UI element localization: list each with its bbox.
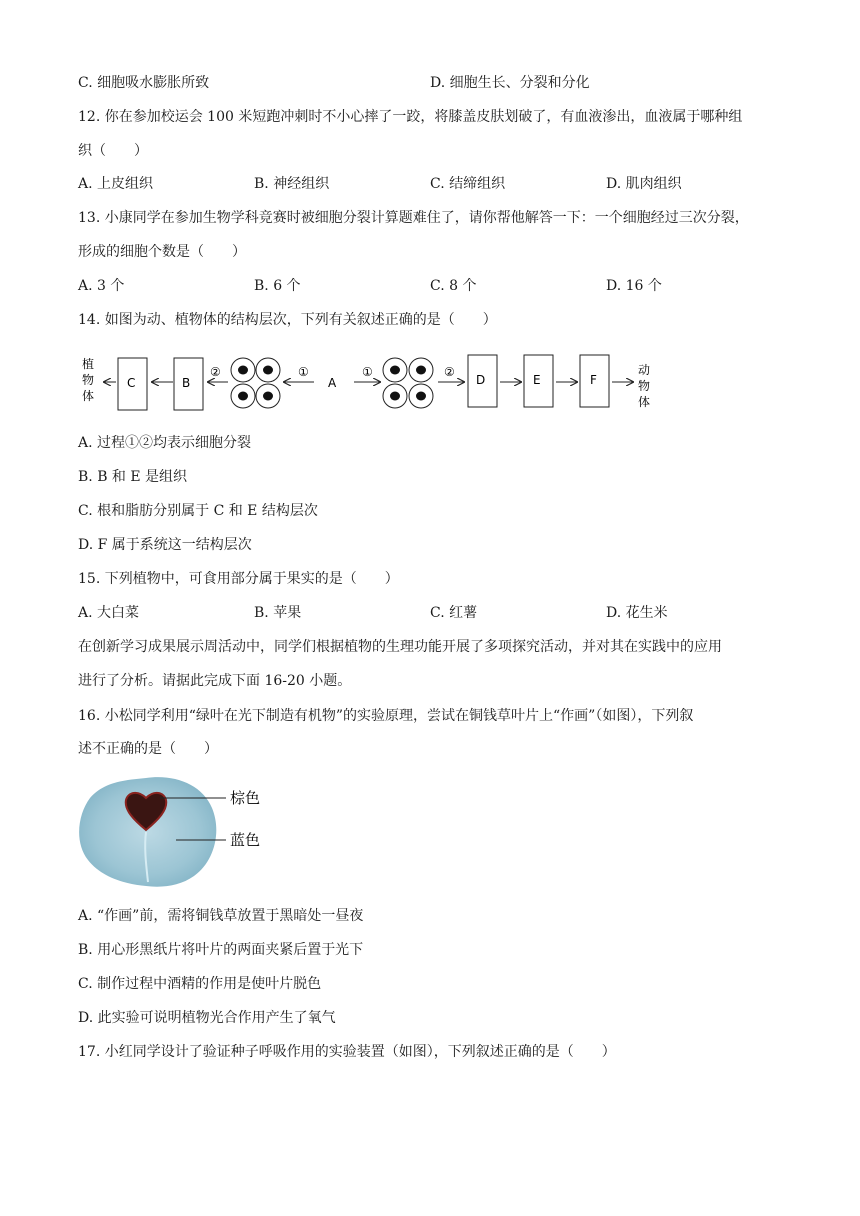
- cell-group-left: [231, 358, 280, 408]
- q15-option-b: B. 苹果: [254, 605, 302, 621]
- structure-levels-diagram: [78, 350, 698, 420]
- step1-left: ①: [298, 365, 309, 379]
- q13-stem-line1: 13. 小康同学在参加生物学科竞赛时被细胞分裂计算题难住了，请你帮他解答一下：一个细胞经过三次分裂，: [78, 210, 749, 226]
- q14-option-a: A. 过程①②均表示细胞分裂: [78, 435, 252, 451]
- step1-right: ①: [362, 365, 373, 379]
- q15-stem: 15. 下列植物中，可食用部分属于果实的是（ ）: [78, 571, 399, 587]
- q14-option-c: C. 根和脂肪分别属于 C 和 E 结构层次: [78, 503, 318, 519]
- step2-right: ②: [444, 365, 455, 379]
- q11-option-c: C. 细胞吸水膨胀所致: [78, 75, 210, 91]
- plant-label-1: 植: [82, 357, 95, 371]
- animal-label-1: 动: [638, 363, 651, 377]
- q16-option-c: C. 制作过程中酒精的作用是使叶片脱色: [78, 976, 322, 992]
- q15-option-a: A. 大白菜: [78, 605, 140, 621]
- q15-option-c: C. 红薯: [430, 605, 478, 621]
- label-brown: 棕色: [230, 789, 261, 807]
- q12-option-b: B. 神经组织: [254, 176, 330, 192]
- box-e-label: E: [533, 373, 541, 387]
- q13-option-b: B. 6 个: [254, 278, 301, 294]
- q14-option-d: D. F 属于系统这一结构层次: [78, 537, 252, 553]
- intro-line2: 进行了分析。请据此完成下面 16-20 小题。: [78, 673, 352, 689]
- q12-stem-line2: 织（ ）: [78, 143, 148, 159]
- q11-option-d: D. 细胞生长、分裂和分化: [430, 75, 590, 91]
- q12-option-c: C. 结缔组织: [430, 176, 506, 192]
- q16-option-a: A. “作画”前，需将铜钱草放置于黑暗处一昼夜: [78, 908, 364, 924]
- intro-line1: 在创新学习成果展示周活动中，同学们根据植物的生理功能开展了多项探究活动，并对其在实践中的应用: [78, 639, 722, 655]
- animal-label-3: 体: [638, 395, 651, 409]
- step2-left: ②: [210, 365, 221, 379]
- q14-stem: 14. 如图为动、植物体的结构层次，下列有关叙述正确的是（ ）: [78, 312, 497, 328]
- cell-group-right: [383, 358, 433, 408]
- center-a-label: A: [328, 376, 337, 390]
- q12-option-a: A. 上皮组织: [78, 176, 154, 192]
- q13-option-d: D. 16 个: [606, 278, 662, 294]
- plant-label-3: 体: [82, 389, 95, 403]
- q13-stem-line2: 形成的细胞个数是（ ）: [78, 244, 246, 260]
- leaf-painting-figure: [76, 772, 286, 890]
- q12-stem-line1: 12. 你在参加校运会 100 米短跑冲刺时不小心摔了一跤，将膝盖皮肤划破了，有血液渗出，血液属于哪种组: [78, 109, 743, 125]
- q15-option-d: D. 花生米: [606, 605, 668, 621]
- q17-stem: 17. 小红同学设计了验证种子呼吸作用的实验装置（如图），下列叙述正确的是（ ）: [78, 1044, 616, 1060]
- q13-option-c: C. 8 个: [430, 278, 477, 294]
- label-blue: 蓝色: [230, 831, 261, 849]
- q16-stem-line1: 16. 小松同学利用“绿叶在光下制造有机物”的实验原理，尝试在铜钱草叶片上“作画”（如图），下列叙: [78, 708, 694, 724]
- q16-option-b: B. 用心形黑纸片将叶片的两面夹紧后置于光下: [78, 942, 364, 958]
- box-f-label: F: [590, 373, 597, 387]
- box-c-label: C: [127, 376, 136, 390]
- animal-label-2: 物: [638, 379, 651, 393]
- q16-option-d: D. 此实验可说明植物光合作用产生了氧气: [78, 1010, 336, 1026]
- plant-label-2: 物: [82, 373, 95, 387]
- box-d-label: D: [476, 373, 486, 387]
- q16-stem-line2: 述不正确的是（ ）: [78, 741, 218, 757]
- box-b-label: B: [182, 376, 191, 390]
- q12-option-d: D. 肌肉组织: [606, 176, 682, 192]
- q13-option-a: A. 3 个: [78, 278, 125, 294]
- q14-option-b: B. B 和 E 是组织: [78, 469, 188, 485]
